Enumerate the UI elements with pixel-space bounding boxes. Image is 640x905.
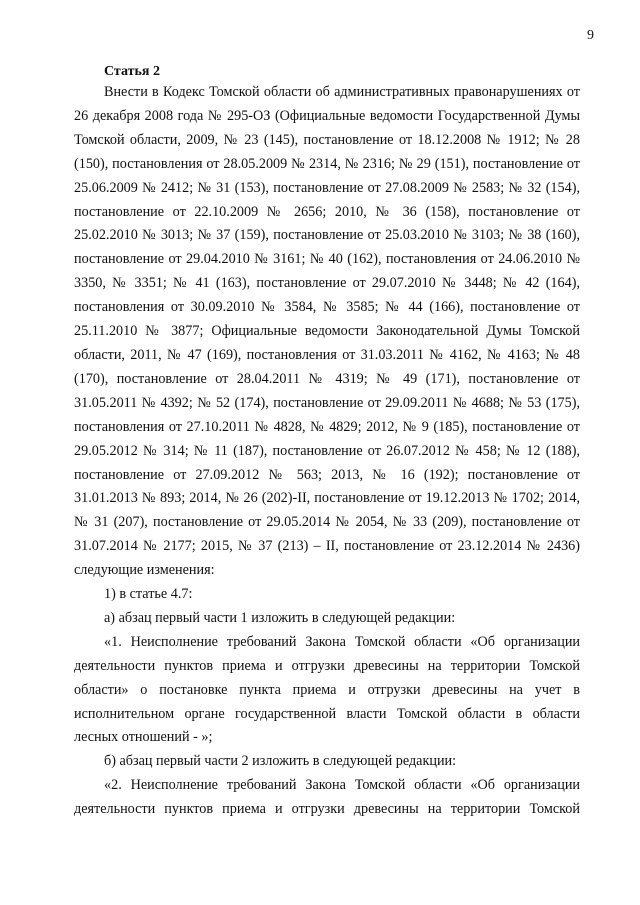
article-title: Статья 2	[104, 64, 160, 79]
page-number: 9	[587, 28, 594, 43]
intro-paragraph: Внести в Кодекс Томской области об административных правонарушениях от 26 декабря 2008 года № 295-ОЗ (Официальные ведомости Государственной Думы Томской области, 2009, № 23 (145), постановление от 18.12.2008 № 1912; № 28 (150), постановления от 28.05.2009 № 2314, № 2316; № 29 (151), постановление от 25.06.2009 № 2412; № 31 (153), постановление от 27.08.2009 № 2583; № 32 (154), постановление от 22.10.2009 № 2656; 2010, № 36 (158), постановление от 25.02.2010 № 3013; № 37 (159), постановление от 25.03.2010 № 3103; № 38 (160), постановление от 29.04.2010 № 3161; № 40 (162), постановления от 24.06.2010 № 3350, № 3351; № 41 (163), постановление от 29.07.2010 № 3448; № 42 (164), постановления от 30.09.2010 № 3584, № 3585; № 44 (166), постановление от 25.11.2010 № 3877; Официальные ведомости Законодательной Думы Томской области, 2011, № 47 (169), постановления от 31.03.2011 № 4162, № 4163; № 48 (170), постановление от 28.04.2011 № 4319; № 49 (171), постановление от 31.05.2011 № 4392; № 52 (174), постановление от 29.09.2011 № 4688; № 53 (175), постановления от 27.10.2011 № 4828, № 4829; 2012, № 9 (185), постановление от 29.05.2012 № 314; № 11 (187), постановление от 26.07.2012 № 458; № 12 (188), постановление от 27.09.2012 № 563; 2013, № 16 (192); постановление от 31.01.2013 № 893; 2014, № 26 (202)-II, постановление от 19.12.2013 № 1702; 2014, № 31 (207), постановление от 29.05.2014 № 2054, № 33 (209), постановление от 31.07.2014 № 2177; 2015, № 37 (213) – II, постановление от 23.12.2014 № 2436) следующие изменения:	[74, 84, 580, 579]
subitem-b: б) абзац первый части 2 изложить в следующей редакции:	[104, 753, 457, 770]
item-1-heading: 1) в статье 4.7:	[104, 586, 193, 603]
document-body	[74, 81, 580, 822]
quoted-part-1: «1. Неисполнение требований Закона Томской области «Об организации деятельности пунктов приема и отгрузки древесины на территории Томской области» о постановке пункта приема и отгрузки древесины на учет в исполнительном органе государственной власти Томской области в области лесных отношений - »;	[74, 633, 580, 746]
quoted-part-2: «2. Неисполнение требований Закона Томской области «Об организации деятельности пунктов приема и отгрузки древесины на территории Томской	[74, 777, 580, 818]
subitem-a: а) абзац первый части 1 изложить в следующей редакции:	[104, 609, 456, 626]
